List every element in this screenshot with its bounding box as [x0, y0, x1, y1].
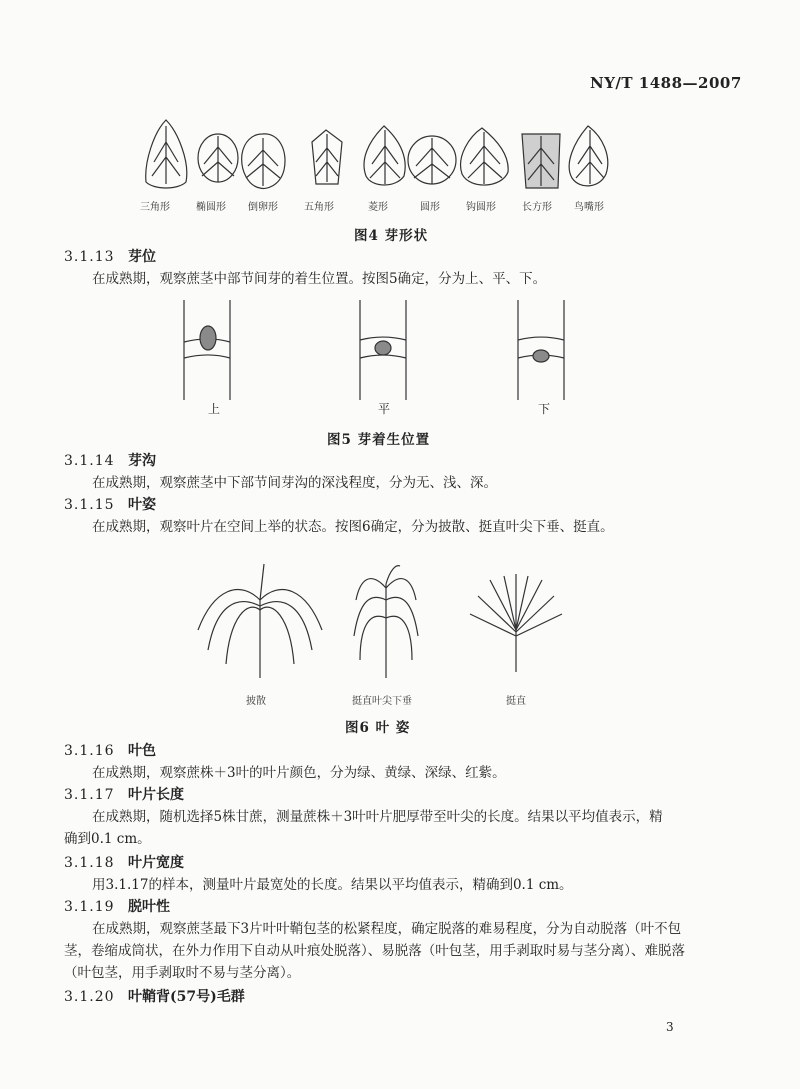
- bud-position-label: 下: [538, 402, 551, 416]
- bud-shape-label: 三角形: [140, 202, 170, 213]
- section-text-3-1-14: 在成熟期，观察蔗茎中下部节间芽沟的深浅程度，分为无、浅、深。: [92, 475, 497, 491]
- section-text-3-1-13: 在成熟期，观察蔗茎中部节间芽的着生位置。按图5确定，分为上、平、下。: [92, 271, 547, 287]
- bud-shape-label: 鸟嘴形: [574, 202, 604, 213]
- bud-position-label: 平: [378, 402, 391, 416]
- leaf-posture-label: 挺直叶尖下垂: [352, 696, 412, 707]
- section-text-3-1-19-line2: 茎，卷缩成筒状，在外力作用下自动从叶痕处脱落）、易脱落（叶包茎，用手剥取时易与茎分离）、难脱落: [64, 943, 685, 959]
- bud-shape-label: 五角形: [304, 202, 334, 213]
- section-text-3-1-19-line3: （叶包茎，用手剥取时不易与茎分离）。: [64, 965, 301, 981]
- bud-shape-label: 椭圆形: [196, 202, 226, 213]
- section-heading-3-1-19: 3.1.19 脱叶性: [64, 899, 170, 915]
- section-heading-3-1-20: 3.1.20 叶鞘背(57号)毛群: [64, 989, 245, 1005]
- page-number: 3: [666, 1020, 674, 1034]
- bud-shape-label: 钩圆形: [466, 202, 496, 213]
- leaf-posture-illustration: [190, 560, 570, 680]
- bud-position-label: 上: [208, 402, 221, 416]
- bud-shape-label: 倒卵形: [248, 202, 278, 213]
- section-text-3-1-16: 在成熟期，观察蔗株＋3叶的叶片颜色，分为绿、黄绿、深绿、红紫。: [92, 765, 506, 781]
- leaf-posture-label: 披散: [246, 696, 266, 707]
- bud-shape-label: 菱形: [368, 202, 388, 213]
- bud-shape-label: 圆形: [420, 202, 440, 213]
- section-text-3-1-18: 用3.1.17的样本，测量叶片最宽处的长度。结果以平均值表示，精确到0.1 cm。: [92, 877, 573, 893]
- bud-position-illustration: [170, 300, 590, 410]
- section-text-3-1-19-line1: 在成熟期，观察蔗茎最下3片叶叶鞘包茎的松紧程度，确定脱落的难易程度，分为自动脱落（叶不包: [92, 921, 682, 937]
- section-heading-3-1-18: 3.1.18 叶片宽度: [64, 855, 184, 871]
- section-heading-3-1-13: 3.1.13 芽位: [64, 249, 156, 265]
- section-heading-3-1-14: 3.1.14 芽沟: [64, 453, 156, 469]
- section-text-3-1-15: 在成熟期，观察叶片在空间上举的状态。按图6确定，分为披散、挺直叶尖下垂、挺直。: [92, 519, 614, 535]
- figure-6-caption: 图6 叶 姿: [345, 720, 411, 736]
- section-heading-3-1-17: 3.1.17 叶片长度: [64, 787, 184, 803]
- bud-shapes-illustration: [140, 112, 620, 202]
- standard-number: NY/T 1488—2007: [590, 74, 742, 92]
- section-text-3-1-17-line1: 在成熟期，随机选择5株甘蔗，测量蔗株＋3叶叶片肥厚带至叶尖的长度。结果以平均值表示，精: [92, 809, 663, 825]
- bud-shape-label: 长方形: [522, 202, 552, 213]
- leaf-posture-label: 挺直: [506, 696, 526, 707]
- section-heading-3-1-15: 3.1.15 叶姿: [64, 497, 156, 513]
- figure-5-caption: 图5 芽着生位置: [327, 432, 431, 448]
- section-heading-3-1-16: 3.1.16 叶色: [64, 743, 156, 759]
- section-text-3-1-17-line2: 确到0.1 cm。: [64, 831, 151, 847]
- figure-4-caption: 图4 芽形状: [354, 228, 429, 244]
